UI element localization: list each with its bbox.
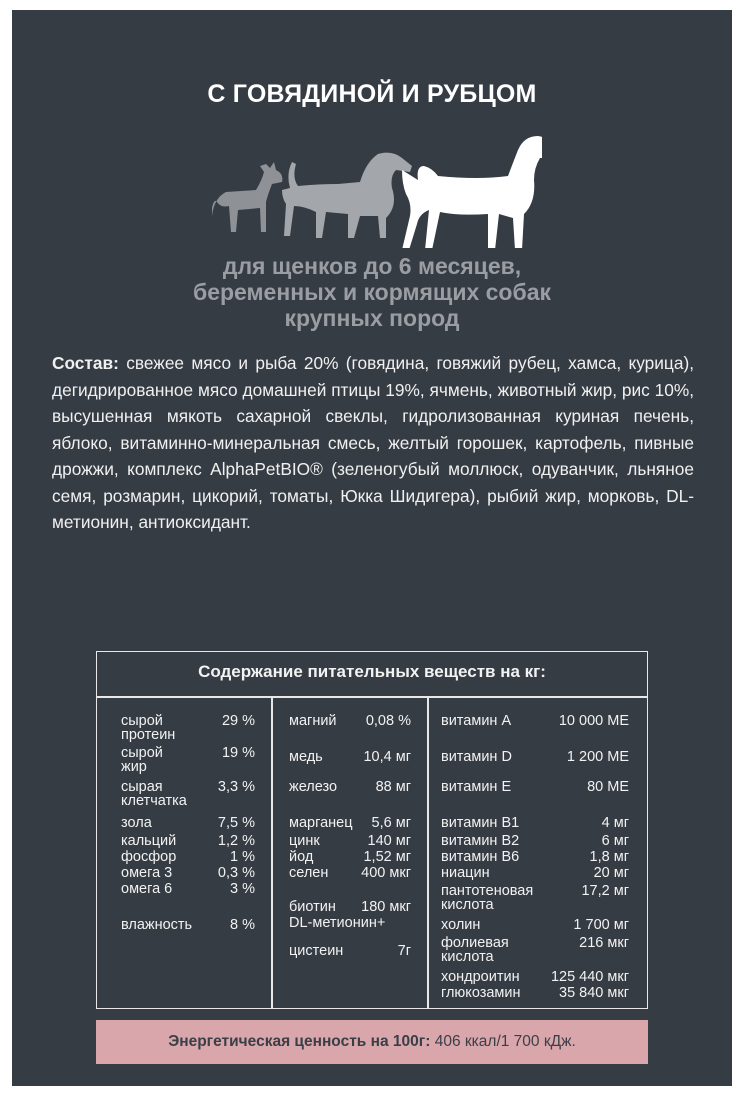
nutrient-value: 1 200 МЕ <box>566 749 629 765</box>
composition-text <box>52 350 694 536</box>
nutrient-value: 400 мкг <box>361 865 411 881</box>
nutrient-value: 3,3 % <box>217 779 255 795</box>
dog-size-illustration <box>202 128 542 248</box>
nutrient-name: магний <box>289 713 337 729</box>
subtitle-line: для щенков до 6 месяцев, <box>222 253 522 279</box>
energy-value: 406 ккал/1 700 кДж. <box>434 1033 576 1050</box>
nutrient-name: витамин Е <box>441 779 512 795</box>
composition-label: Состав: <box>52 353 119 373</box>
nutrient-value: 6 мг <box>601 833 629 849</box>
energy-label: Энергетическая ценность на 100г: <box>168 1033 431 1050</box>
product-title: С ГОВЯДИНОЙ И РУБЦОМ <box>207 80 537 108</box>
nutrient-name: омега 6 <box>121 881 173 897</box>
nutrient-name: железо <box>289 779 338 795</box>
nutrient-table <box>96 651 648 1009</box>
nutrient-name: витамин А <box>441 713 512 729</box>
nutrient-value: 7,5 % <box>217 815 255 831</box>
nutrient-name: фосфор <box>121 849 177 865</box>
nutrient-value: 19 % <box>221 745 255 761</box>
column-divider <box>271 696 273 1008</box>
nutrient-value: 4 мг <box>601 815 629 831</box>
nutrient-name: йод <box>289 849 314 865</box>
nutrient-name: фолиевая кислота <box>441 935 509 965</box>
nutrient-value: 3 % <box>230 881 255 897</box>
nutrient-value: 17,2 мг <box>581 883 629 899</box>
nutrient-value: 80 МЕ <box>587 779 629 795</box>
nutrient-value: 29 % <box>221 713 255 729</box>
subtitle-line: беременных и кормящих собак <box>193 279 551 305</box>
large-dog-icon <box>402 136 542 248</box>
nutrient-name: витамин В2 <box>441 833 520 849</box>
nutrient-name: омега 3 <box>121 865 173 881</box>
nutrient-value: 180 мкг <box>361 899 411 915</box>
nutrient-name: пантотеновая кислота <box>441 883 534 913</box>
nutrient-name: зола <box>121 815 152 831</box>
subtitle-line: крупных пород <box>284 305 460 331</box>
nutrient-name: влажность <box>121 917 193 933</box>
composition-body: свежее мясо и рыба 20% (говядина, говяжий рубец, хамса, курица), дегидрированное мясо домашней птицы 19%, ячмень, животный жир, рис 10%, высушенная мякоть сахарной свеклы, гидролизованная куриная печень, яблоко, витаминно-минеральная смесь, желтый горошек, картофель, пивные дрожжи, комплекс AlphaPetBIO® (зеленогубый моллюск, одуванчик, льняное семя, розмарин, цикорий, томаты, Юкка Шидигера), рыбий жир, морковь, DL-метионин, антиоксидант. <box>52 353 694 532</box>
nutrient-name: сырой жир <box>121 745 163 775</box>
nutrient-value: 1,8 мг <box>589 849 629 865</box>
nutrient-value: 140 мг <box>367 833 411 849</box>
nutrient-name: витамин В6 <box>441 849 520 865</box>
nutrient-value: 1,52 мг <box>363 849 411 865</box>
nutrient-value: 1 700 мг <box>573 917 629 933</box>
energy-value-bar <box>96 1020 648 1064</box>
nutrient-name: кальций <box>121 833 177 849</box>
nutrient-value: 0,08 % <box>365 713 411 729</box>
nutrient-name: цинк <box>289 833 320 849</box>
nutrient-value: 10 000 МЕ <box>558 713 629 729</box>
medium-dog-icon <box>282 153 412 238</box>
nutrient-name: витамин D <box>441 749 512 765</box>
nutrient-name: витамин В1 <box>441 815 520 831</box>
nutrient-name: сырой протеин <box>121 713 176 743</box>
nutrient-value: 216 мкг <box>579 935 629 951</box>
target-audience <box>12 253 732 331</box>
nutrient-table-title: Содержание питательных веществ на кг: <box>198 662 546 681</box>
nutrient-name: сырая клетчатка <box>121 779 187 809</box>
nutrient-value: 1 % <box>230 849 255 865</box>
nutrient-value: 10,4 мг <box>363 749 411 765</box>
small-dog-icon <box>212 162 282 232</box>
nutrient-name: биотин <box>289 899 336 915</box>
nutrient-name: медь <box>289 749 323 765</box>
nutrient-value: 8 % <box>230 917 255 933</box>
table-divider <box>97 696 647 698</box>
nutrient-value: 5,6 мг <box>371 815 411 831</box>
nutrient-name: DL-метионин+ цистеин <box>289 915 386 959</box>
nutrient-value: 35 840 мкг <box>559 985 629 1001</box>
nutrient-name: хондроитин <box>441 969 520 985</box>
nutrient-value: 125 440 мкг <box>550 969 629 985</box>
nutrient-name: селен <box>289 865 329 881</box>
column-divider <box>427 696 429 1008</box>
nutrient-value: 7г <box>397 943 411 959</box>
nutrient-name: марганец <box>289 815 353 831</box>
nutrient-value: 20 мг <box>593 865 629 881</box>
nutrient-value: 0,3 % <box>217 865 255 881</box>
nutrient-value: 1,2 % <box>217 833 255 849</box>
product-info-panel <box>12 10 732 1086</box>
nutrient-name: глюкозамин <box>441 985 521 1001</box>
nutrient-value: 88 мг <box>375 779 411 795</box>
nutrient-name: холин <box>441 917 481 933</box>
nutrient-name: ниацин <box>441 865 490 881</box>
